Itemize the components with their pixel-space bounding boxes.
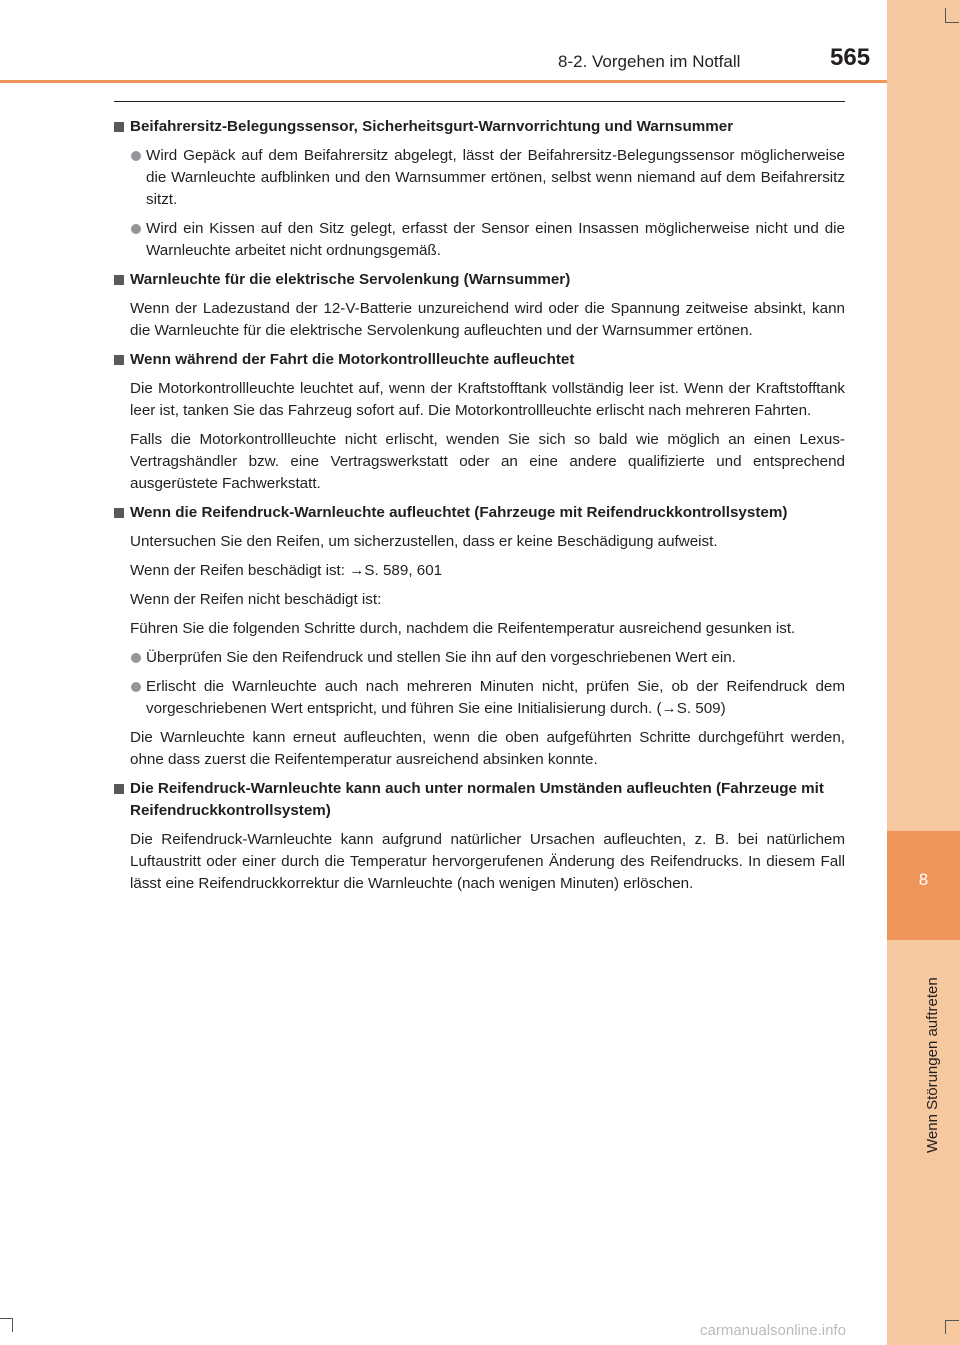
paragraph: Wenn der Ladezustand der 12-V-Batterie unzureichend wird oder die Spannung zeitweise absinkt, kann die Warnleuchte für die elektrische Servolenkung aufleuchten und der Warnsummer ertönen. — [130, 300, 845, 339]
header-rule — [0, 80, 887, 83]
section-engine-light — [114, 349, 845, 495]
paragraph: Wenn der Reifen nicht beschädigt ist: — [130, 591, 382, 608]
paragraph: Die Warnleuchte kann erneut aufleuchten, wenn die oben aufgeführten Schritte durchgeführt werden, ohne dass zuerst die Reifentemperatur ausreichend absinken konnte. — [130, 729, 845, 768]
square-bullet-icon — [114, 122, 124, 132]
circle-bullet-icon — [131, 224, 141, 234]
heading-text: Wenn die Reifendruck-Warnleuchte aufleuchtet (Fahrzeuge mit Reifendruckkontrollsystem) — [130, 504, 788, 521]
square-bullet-icon — [114, 355, 124, 365]
list-item-text: Überprüfen Sie den Reifendruck und stellen Sie ihn auf den vorgeschriebenen Wert ein. — [146, 649, 736, 666]
section-heading — [114, 269, 845, 291]
list-item — [114, 145, 845, 211]
paragraph-page-reference: Wenn der Reifen beschädigt ist: →S. 589, 601 — [130, 562, 443, 579]
section-tire-pressure-warning — [114, 502, 845, 771]
page-content — [114, 116, 845, 902]
section-tire-pressure-normal — [114, 778, 845, 895]
heading-text: Die Reifendruck-Warnleuchte kann auch unter normalen Umständen aufleuchten (Fahrzeuge mit Reifendruckkontrollsystem) — [130, 780, 824, 819]
heading-text: Beifahrersitz-Belegungssensor, Sicherheitsgurt-Warnvorrichtung und Warnsummer — [130, 118, 734, 135]
circle-bullet-icon — [131, 653, 141, 663]
paragraph: Die Motorkontrollleuchte leuchtet auf, wenn der Kraftstofftank vollständig leer ist. Wenn der Kraftstofftank leer ist, tanken Sie das Fahrzeug sofort auf. Die Motorkontrollleuchte erlischt nach mehreren Fahrten. — [130, 380, 845, 419]
list-item — [114, 218, 845, 262]
content-divider — [114, 101, 845, 102]
chapter-title: Wenn Störungen auftreten — [924, 977, 941, 1153]
crop-mark — [945, 1320, 959, 1321]
paragraph: Falls die Motorkontrollleuchte nicht erlischt, wenden Sie sich so bald wie möglich an einen Lexus-Vertragshändler bzw. eine Vertragswerkstatt oder an eine andere qualifizierte und entsprechend ausgerüstete Fachwerkstatt. — [130, 431, 845, 492]
square-bullet-icon — [114, 784, 124, 794]
crop-mark — [945, 8, 946, 22]
circle-bullet-icon — [131, 682, 141, 692]
circle-bullet-icon — [131, 151, 141, 161]
section-heading — [114, 349, 845, 371]
section-power-steering — [114, 269, 845, 342]
crop-mark — [945, 22, 959, 23]
section-heading — [114, 502, 845, 524]
heading-text: Warnleuchte für die elektrische Servolenkung (Warnsummer) — [130, 271, 571, 288]
section-seat-sensor — [114, 116, 845, 262]
page-number: 565 — [830, 44, 871, 71]
paragraph: Die Reifendruck-Warnleuchte kann aufgrund natürlicher Ursachen aufleuchten, z. B. bei natürlichem Luftaustritt oder einer durch die Temperatur hervorgerufenen Änderung des Reifendrucks. In diesem Fall lässt eine Reifendruckkorrektur die Warnleuchte (nach wenigen Minuten) erlöschen. — [130, 831, 845, 892]
list-item-text: Erlischt die Warnleuchte auch nach mehreren Minuten nicht, prüfen Sie, ob der Reifendruck dem vorgeschriebenen Wert entspricht, und führen Sie eine Initialisierung durch. (→S. 509) — [146, 678, 845, 717]
watermark: carmanualsonline.info — [700, 1322, 846, 1339]
section-heading — [114, 778, 845, 822]
section-heading — [114, 116, 845, 138]
chapter-number: 8 — [918, 870, 929, 889]
square-bullet-icon — [114, 275, 124, 285]
square-bullet-icon — [114, 508, 124, 518]
crop-mark — [0, 1318, 12, 1319]
list-item — [114, 676, 845, 720]
paragraph: Untersuchen Sie den Reifen, um sicherzustellen, dass er keine Beschädigung aufweist. — [130, 533, 718, 550]
list-item-text: Wird ein Kissen auf den Sitz gelegt, erfasst der Sensor einen Insassen möglicherweise nicht und die Warnleuchte arbeitet nicht ordnungsgemäß. — [146, 220, 845, 259]
heading-text: Wenn während der Fahrt die Motorkontrollleuchte aufleuchtet — [130, 351, 575, 368]
crop-mark — [945, 1320, 946, 1334]
paragraph: Führen Sie die folgenden Schritte durch, nachdem die Reifentemperatur ausreichend gesunken ist. — [130, 620, 796, 637]
crop-mark — [12, 1318, 13, 1332]
list-item-text: Wird Gepäck auf dem Beifahrersitz abgelegt, lässt der Beifahrersitz-Belegungssensor möglicherweise die Warnleuchte aufblinken und den Warnsummer ertönen, selbst wenn niemand auf dem Beifahrersitz sitzt. — [146, 147, 845, 208]
section-title: 8-2. Vorgehen im Notfall — [558, 52, 741, 71]
list-item — [114, 647, 845, 669]
